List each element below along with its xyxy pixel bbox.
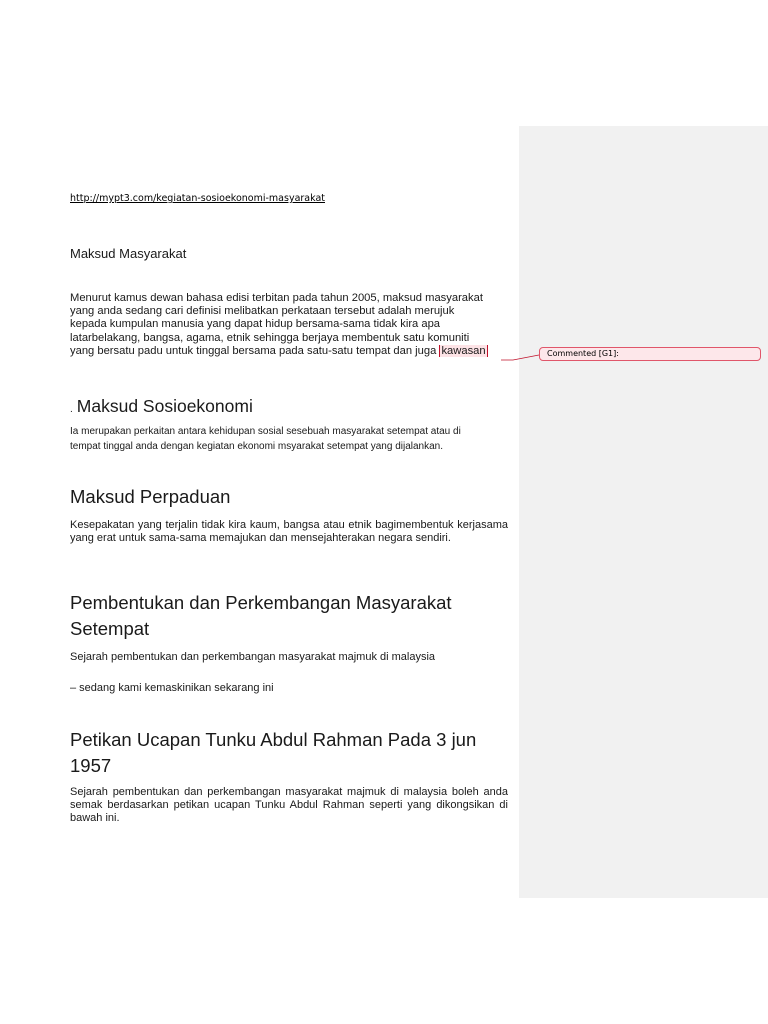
source-url-link[interactable]: http://mypt3.com/kegiatan-sosioekonomi-masyarakat <box>70 193 325 204</box>
heading-line: Pembentukan dan Perkembangan Masyarakat <box>70 592 452 613</box>
heading-petikan <box>70 727 510 779</box>
text-pembentukan-line1: Sejarah pembentukan dan perkembangan masyarakat majmuk di malaysia <box>70 651 436 663</box>
heading-line: Setempat <box>70 618 150 639</box>
text-pembentukan-line2: – sedang kami kemaskinikan sekarang ini <box>70 682 274 694</box>
heading-pembentukan <box>70 590 510 642</box>
paragraph-petikan: Sejarah pembentukan dan perkembangan masyarakat majmuk di malaysia boleh anda semak berdasarkan petikan ucapan Tunku Abdul Rahman seperti yang dikongsikan di bawah ini. <box>70 786 508 825</box>
text-line: Ia merupakan perkaitan antara kehidupan sosial sesebuah masyarakat setempat atau di <box>70 426 461 437</box>
heading-perpaduan: Maksud Perpaduan <box>70 486 231 507</box>
text-line: Menurut kamus dewan bahasa edisi terbitan pada tahun 2005, maksud masyarakat <box>70 292 483 304</box>
comment-balloon[interactable] <box>539 347 761 361</box>
heading-masyarakat: Maksud Masyarakat <box>70 246 187 261</box>
paragraph-perpaduan: Kesepakatan yang terjalin tidak kira kaum, bangsa atau etnik bagimembentuk kerjasama yang erat untuk sama-sama memajukan dan mensejahterakan negara sendiri. <box>70 519 508 545</box>
paragraph-sosioekonomi <box>70 425 510 454</box>
text-line: tempat tinggal anda dengan kegiatan ekonomi msyarakat setempat yang dijalankan. <box>70 440 444 452</box>
comment-connector <box>501 354 539 362</box>
paragraph-masyarakat <box>70 292 510 358</box>
heading-sosioekonomi <box>70 396 253 417</box>
comment-label: Commented [G1]: <box>547 349 619 358</box>
text-line: yang anda sedang cari definisi melibatkan perkataan tersebut adalah merujuk <box>70 305 455 318</box>
text-line: kepada kumpulan manusia yang dapat hidup bersama-sama tidak kira apa <box>70 318 441 331</box>
text-line: latarbelakang, bangsa, agama, etnik sehingga berjaya membentuk satu komuniti <box>70 331 470 344</box>
comment-pane <box>519 126 768 898</box>
text-segment: yang bersatu padu untuk tinggal bersama pada satu-satu tempat dan juga <box>70 344 440 357</box>
heading-prefix: . <box>70 404 73 415</box>
commented-word[interactable]: kawasan <box>441 344 486 357</box>
heading-line: 1957 <box>70 755 112 776</box>
heading-text: Maksud Sosioekonomi <box>76 396 253 416</box>
text-line <box>70 345 510 358</box>
heading-line: Petikan Ucapan Tunku Abdul Rahman Pada 3 jun <box>70 729 477 750</box>
